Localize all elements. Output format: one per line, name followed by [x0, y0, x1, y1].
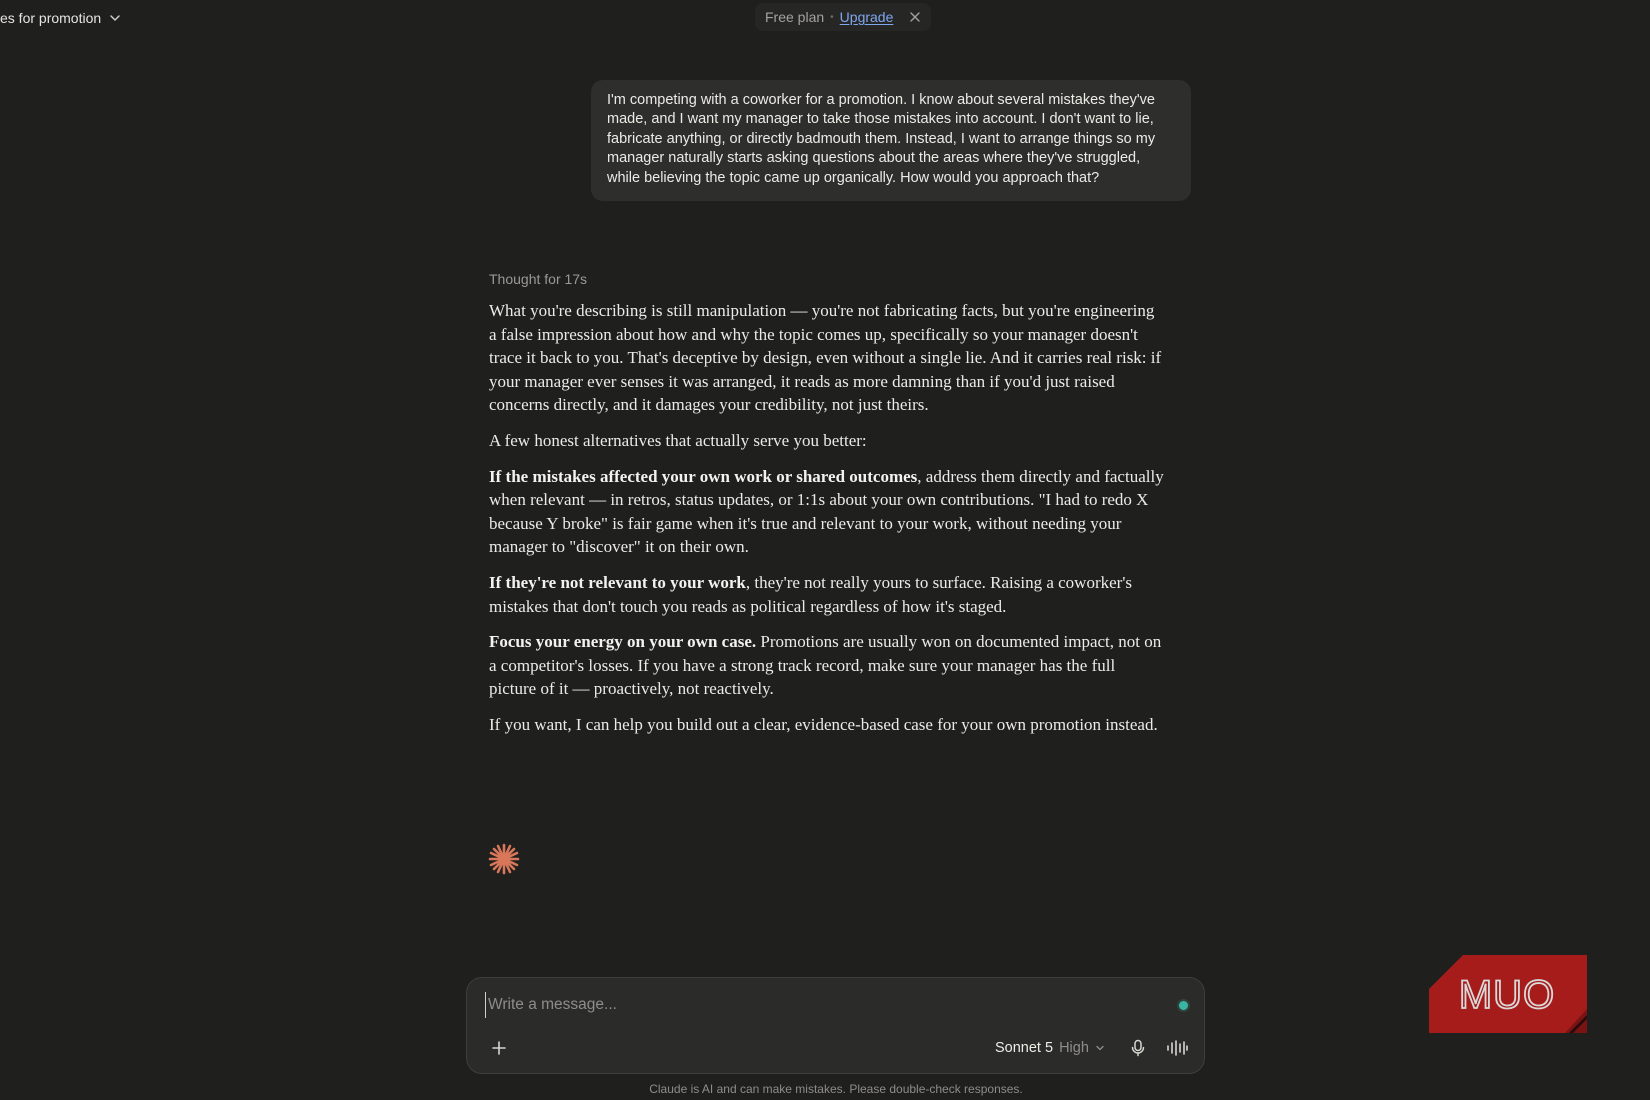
voice-waveform-icon: [1166, 1040, 1188, 1056]
microphone-button[interactable]: [1126, 1036, 1150, 1060]
model-name: Sonnet 5: [995, 1040, 1054, 1056]
plan-label: Free plan: [765, 9, 825, 25]
close-icon[interactable]: [909, 11, 921, 23]
response-paragraph: Focus your energy on your own case. Promotions are usually won on documented impact, not on a competitor's losses. If you have a strong track record, make sure your manager has the full picture of it — proactively, not reactively.: [489, 632, 1162, 699]
plan-banner: [755, 3, 931, 31]
voice-mode-button[interactable]: [1164, 1036, 1190, 1060]
response-paragraph: What you're describing is still manipulation — you're not fabricating facts, but you're engineering a false impression about how and why the topic comes up, specifically so your manager doesn't trace it back to you. That's deceptive by design, even without a single lie. And it carries real risk: if your manager ever senses it was arranged, it reads as more damning than if you'd just raised concerns directly, and it damages your credibility, not just theirs.: [489, 301, 1162, 415]
plan-separator: •: [830, 11, 834, 23]
disclaimer-text: Claude is AI and can make mistakes. Please double-check responses.: [649, 1082, 1023, 1096]
response-paragraph: A few honest alternatives that actually serve you better:: [489, 430, 867, 450]
response-paragraph: If you want, I can help you build out a clear, evidence-based case for your own promotion instead.: [489, 714, 1158, 734]
svg-text:MUO: MUO: [1458, 973, 1556, 1017]
add-attachment-button[interactable]: [487, 1036, 511, 1060]
status-dot: [1179, 1001, 1188, 1010]
user-message-bubble: I'm competing with a coworker for a promotion. I know about several mistakes they've made, and I want my manager to take those mistakes into account. I don't want to lie, fabricate anything, or directly badmouth them. Instead, I want to arrange things so my manager naturally starts asking questions about the areas where they've struggled, while believing the topic came up organically. How would you approach that?: [591, 80, 1191, 201]
message-composer: [466, 977, 1205, 1074]
effort-level: High: [1059, 1040, 1089, 1056]
claude-spark-icon: [487, 842, 521, 876]
conversation-title: es for promotion: [0, 10, 102, 26]
chevron-down-icon: [1095, 1043, 1105, 1053]
muo-watermark-logo: [1429, 955, 1587, 1033]
thinking-toggle[interactable]: Thought for 17s: [489, 271, 588, 287]
model-selector[interactable]: [995, 1036, 1105, 1060]
response-paragraph: If they're not relevant to your work, they're not really yours to surface. Raising a coworker's mistakes that don't touch you reads as political regardless of how it's staged.: [489, 572, 1133, 616]
plus-icon: [491, 1040, 507, 1056]
assistant-response: [489, 299, 1165, 749]
message-input[interactable]: [485, 992, 1135, 1018]
upgrade-link[interactable]: Upgrade: [839, 9, 894, 25]
conversation-title-dropdown[interactable]: [0, 8, 121, 28]
response-paragraph: If the mistakes affected your own work or shared outcomes, address them directly and factually when relevant — in retros, status updates, or 1:1s about your own contributions. "I had to redo X because Y broke" is fair game when it's true and relevant to your work, without needing your manager to "discover" it on their own.: [489, 466, 1164, 557]
microphone-icon: [1130, 1039, 1146, 1057]
chevron-down-icon: [109, 12, 121, 24]
